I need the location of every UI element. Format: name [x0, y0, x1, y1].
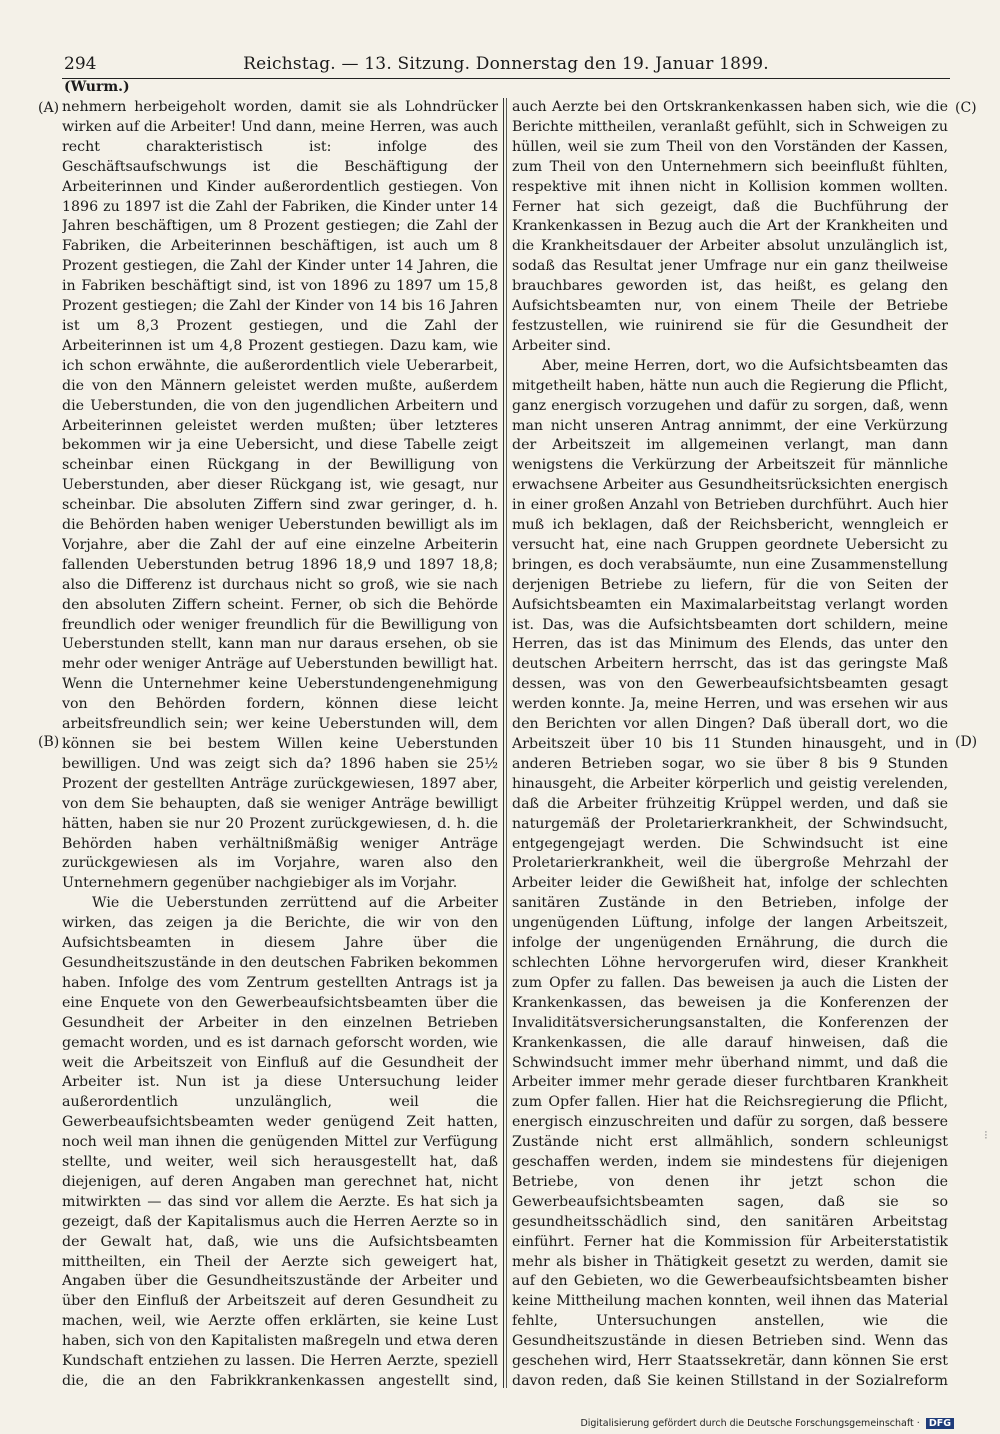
page-number: 294: [64, 54, 97, 74]
left-paragraph-2: Wie die Ueberstunden zerrüttend auf die Arbeiter wirken, das zeigen ja die Berichte, die wir von den Aufsichtsbeamten in diesem Jahre über die Gesundheitszustände in den deutschen Fabriken bekommen haben. Infolge des vom Zentrum gestellten Antrags ist ja eine Enquete von den Gewerbeaufsichtsbeamten über die Gesundheit der Arbeiter in den einzelnen Betrieben gemacht worden, und es ist darnach geforscht worden, wie weit die Arbeitszeit von Einfluß auf die Gesundheit der Arbeiter ist. Nun ist ja diese Untersuchung leider außerordentlich unzulänglich, weil die Gewerbeaufsichtsbeamten weder genügend Zeit hatten, noch weil man ihnen die genügenden Mittel zur Verfügung stellte, und weiter, weil sich herausgestellt hat, daß diejenigen, auf deren Angaben man gerechnet hat, nicht mitwirkten — das sind vor allem die Aerzte. Es hat sich ja gezeigt, daß der Kapitalismus auch die Herren Aerzte so in der Gewalt hat, daß, wie uns die Aufsichtsbeamten mittheilten, ein Theil der Aerzte sich geweigert hat, Angaben über die Gesundheitszustände der Arbeiter und über den Einfluß der Arbeitszeit auf deren Gesundheit zu machen, weil, wie Aerzte offen erklärten, sie keine Lust haben, sich von den Kapitalisten maßregeln und etwa deren Kundschaft entziehen zu lassen. Die Herren Aerzte, speziell die, die an den Fabrikkrankenkassen angestellt sind,: [62, 895, 498, 1388]
dfg-logo: DFG: [926, 1418, 954, 1429]
right-paragraph-2: Aber, meine Herren, dort, wo die Aufsichtsbeamten das mitgetheilt haben, hätte nun auch die Regierung die Pflicht, ganz energisch vorzugehen und dafür zu sorgen, daß, wenn man nicht unseren Antrag annimmt, der eine Verkürzung der Arbeitszeit im allgemeinen verlangt, man dann wenigstens die Verkürzung der Arbeitszeit für männliche erwachsene Arbeiter aus Gesundheitsrücksichten energisch in einer großen Anzahl von Betrieben durchführt. Auch hier muß ich beklagen, daß der Reichsbericht, wenngleich er versucht hat, eine nach Gruppen geordnete Uebersicht zu bringen, es doch verabsäumte, nun eine Zusammenstellung derjenigen Betriebe zu liefern, für die von Seiten der Aufsichtsbeamten ein Maximalarbeitstag verlangt worden ist. Das, was die Aufsichtsbeamten dort schildern, meine Herren, das ist das Minimum des Elends, das unter den deutschen Arbeitern herrscht, das ist das geringste Maß dessen, was von den Gewerbeaufsichtsbeamten gesagt werden konnte. Ja, meine Herren, und was ersehen wir aus den Berichten vor allen Dingen? Daß überall dort, wo die Arbeitszeit über 10 bis 11 Stunden hinausgeht, und in anderen Betrieben sogar, wo sie über 8 bis 9 Stunden hinausgeht, die Arbeiter körperlich und geistig verelenden, daß die Arbeiter frühzeitig Krüppel werden, und daß sie naturgemäß der Proletarierkrankheit, der Schwindsucht, entgegengejagt werden. Die Schwindsucht ist eine Proletarierkrankheit, weil die übergroße Mehrzahl der Arbeiter leider die Gewißheit hat, infolge der schlechten sanitären Zustände in den Betrieben, infolge der ungenügenden Lüftung, infolge der langen Arbeitszeit, infolge der ungenügenden Ernährung, die durch die schlechten Löhne hervorgerufen wird, dieser Krankheit zum Opfer zu fallen. Das beweisen ja auch die Listen der Krankenkassen, das beweisen ja die Konferenzen der Invaliditätsversicherungsanstalten, die Konferenzen der Krankenkassen, die alle darauf hinweisen, daß die Schwindsucht immer mehr überhand nimmt, und daß die Arbeiter immer mehr gerade dieser furchtbaren Krankheit zum Opfer fallen. Hier hat die Reichsregierung die Pflicht, energisch einzuschreiten und dafür zu sorgen, daß bessere Zustände nicht erst allmählich, sondern schleunigst geschaffen werden, indem sie mindestens für diejenigen Betriebe, von denen ihr jetzt schon die Gewerbeaufsichtsbeamten sagen, daß sie so gesundheitsschädlich sind, den sanitären Arbeitstag einführt. Ferner hat die Kommission für Arbeiterstatistik mehr als bisher in Thätigkeit gesetzt zu werden, damit sie auf den Gebieten, wo die Gewerbeaufsichtsbeamten bisher keine Mittheilung machen konnten, weil ihnen das Material fehlte, Untersuchungen anstellen, wie die Gesundheitszustände in diesen Betrieben sind. Wenn das geschehen wird, Herr Staatssekretär, dann können Sie erst davon reden, daß Sie keinen Stillstand in der Sozialreform: [512, 357, 948, 1388]
column-divider: [503, 98, 504, 1388]
footer-text: Digitalisierung gefördert durch die Deutsche Forschungsgemeinschaft ·: [580, 1418, 920, 1429]
margin-marker-a: (A): [38, 100, 60, 116]
scan-edge-mark: ⁝: [984, 1128, 988, 1142]
right-paragraph-1: auch Aerzte bei den Ortskrankenkassen haben sich, wie die Berichte mittheilen, veranlaßt gefühlt, sich in Schweigen zu hüllen, weil sie zum Theil von den Vorständen der Kassen, zum Theil von den Unternehmern sich beeinflußt fühlten, respektive mit ihnen nicht in Kollision kommen wollten. Ferner hat sich gezeigt, daß die Buchführung der Krankenkassen in Bezug auch die Art der Krankheiten und die Krankheitsdauer der Arbeiter absolut unzulänglich ist, sodaß das Resultat jener Umfrage nur ein ganz theilweise brauchbares geworden ist, das heißt, es gelang den Aufsichtsbeamten nur, von einem Theile der Betriebe festzustellen, wie ruinirend sie für die Gesundheit der Arbeiter sind.: [512, 99, 948, 354]
running-title: Reichstag. — 13. Sitzung. Donnerstag den 19. Januar 1899.: [243, 54, 769, 74]
margin-marker-c: (C): [955, 100, 977, 116]
margin-marker-b: (B): [38, 734, 60, 750]
speaker-name: (Wurm.): [64, 79, 130, 95]
right-column: [512, 98, 948, 1388]
margin-marker-d: (D): [955, 734, 978, 750]
footer-credit: [580, 1418, 954, 1429]
left-column: [62, 98, 498, 1388]
left-paragraph-1: nehmern herbeigeholt worden, damit sie als Lohndrücker wirken auf die Arbeiter! Und dann, meine Herren, was auch recht charakteristisch ist: infolge des Geschäftsaufschwungs ist die Beschäftigung der Arbeiterinnen und Kinder außerordentlich gestiegen. Von 1896 zu 1897 ist die Zahl der Fabriken, die Kinder unter 14 Jahren beschäftigen, um 8 Prozent gestiegen; die Zahl der Fabriken, die Arbeiterinnen beschäftigen, ist auch um 8 Prozent gestiegen, die Zahl der Kinder unter 14 Jahren, die in Fabriken beschäftigt sind, ist von 1896 zu 1897 um 15,8 Prozent gestiegen; die Zahl der Kinder von 14 bis 16 Jahren ist um 8,3 Prozent gestiegen, und die Zahl der Arbeiterinnen ist um 4,8 Prozent gestiegen. Dazu kam, wie ich schon erwähnte, die außerordentlich viele Ueberarbeit, die von den Männern geleistet werden mußte, außerdem die Ueberstunden, die von den jugendlichen Arbeitern und Arbeiterinnen geleistet werden mußten; über letzteres bekommen wir ja eine Uebersicht, und diese Tabelle zeigt scheinbar einen Rückgang in der Bewilligung von Ueberstunden, aber dieser Rückgang ist, wie gesagt, nur scheinbar. Die absoluten Ziffern sind zwar geringer, d. h. die Behörden haben weniger Ueberstunden bewilligt als im Vorjahre, aber die Zahl der auf eine einzelne Arbeiterin fallenden Ueberstunden betrug 1896 18,9 und 1897 18,8; also die Differenz ist durchaus nicht so groß, wie sie nach den absoluten Ziffern scheint. Ferner, ob sich die Behörde freundlich oder weniger freundlich für die Bewilligung von Ueberstunden stellt, kann man nur daraus ersehen, ob sie mehr oder weniger Anträge auf Ueberstunden bewilligt hat. Wenn die Unternehmer keine Ueberstundengenehmigung von den Behörden fordern, können diese leicht arbeitsfreundlich sein; wer keine Ueberstunden will, dem können sie bei bestem Willen keine Ueberstunden bewilligen. Und was zeigt sich da? 1896 haben sie 25½ Prozent der gestellten Anträge zurückgewiesen, 1897 aber, von dem Sie behaupten, daß sie weniger Anträge bewilligt hätten, haben sie nur 20 Prozent zurückgewiesen, d. h. die Behörden haben verhältnißmäßig weniger Anträge zurückgewiesen als im Vorjahre, waren also den Unternehmern gegenüber nachgiebiger als im Vorjahr.: [62, 99, 498, 892]
page-header: [62, 52, 950, 79]
